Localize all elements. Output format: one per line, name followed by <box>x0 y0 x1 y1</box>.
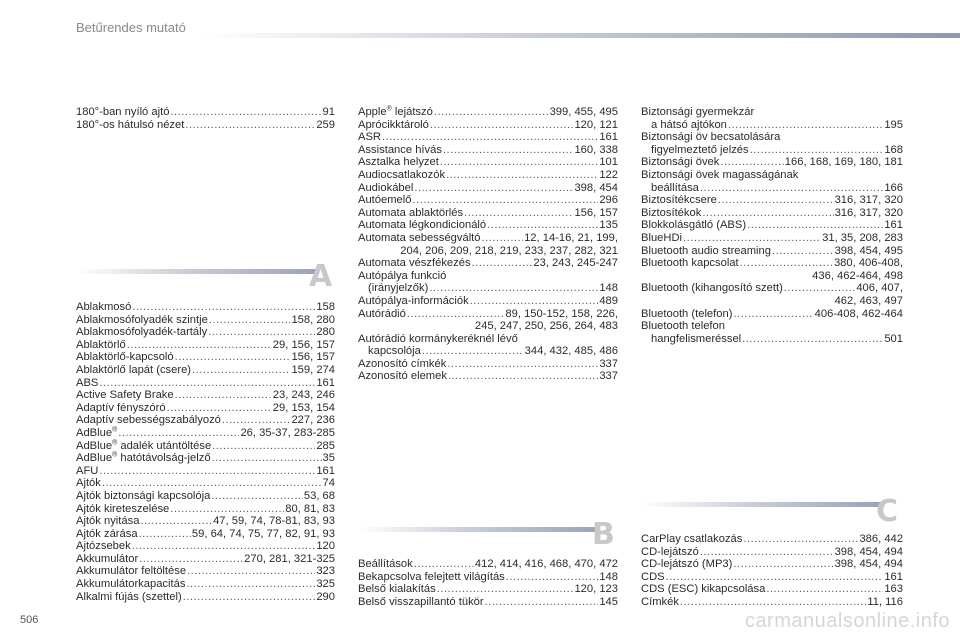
section-letter-a: A <box>309 259 333 294</box>
index-entry-term: Biztosítékok <box>641 206 702 219</box>
index-entry <box>76 553 335 566</box>
leader-dots <box>170 503 284 516</box>
leader-dots <box>139 528 191 541</box>
index-entry-pages: 316, 317, 320 <box>834 194 903 207</box>
leader-dots <box>208 326 315 339</box>
leader-dots <box>440 156 598 169</box>
leader-dots <box>212 452 322 465</box>
index-entry <box>358 194 618 207</box>
index-entry-term: Bluetooth (telefon) <box>641 307 733 320</box>
index-entry-term: Alkalmi fújás (szettel) <box>76 590 182 603</box>
index-entry-pages: 166, 168, 169, 180, 181 <box>784 156 903 169</box>
index-entry <box>641 546 903 559</box>
index-entry-pages: 316, 317, 320 <box>834 206 903 219</box>
index-entry <box>641 308 903 321</box>
leader-dots <box>772 245 834 258</box>
index-entry <box>358 169 618 182</box>
leader-dots <box>718 194 834 207</box>
index-entry-term: AdBlue® <box>76 426 118 439</box>
leader-dots <box>733 558 833 571</box>
section-a-divider <box>76 269 316 274</box>
index-entry <box>76 477 335 490</box>
leader-dots <box>212 440 315 453</box>
index-entry <box>358 345 618 358</box>
index-entry-term: Aprócikktároló <box>358 118 429 131</box>
index-entry <box>641 232 903 245</box>
index-entry-pages: 489 <box>599 294 618 307</box>
index-entry <box>358 308 618 321</box>
index-column-2-b <box>358 558 618 608</box>
leader-dots <box>700 182 883 195</box>
index-entry-term: Automata ablaktörlés <box>358 206 464 219</box>
index-entry-pages: 31, 35, 208, 283 <box>822 231 903 244</box>
index-entry <box>641 219 903 232</box>
index-entry-label: Biztonsági öv becsatolására <box>641 131 781 144</box>
index-entry-term: Bluetooth audio streaming <box>641 244 771 257</box>
index-entry-term: hangfelismeréssel <box>651 332 742 345</box>
index-entry <box>358 106 618 119</box>
index-column-3-b <box>641 106 903 345</box>
index-entry <box>76 503 335 516</box>
index-entry-pages: 325 <box>316 578 335 591</box>
leader-dots <box>209 314 291 327</box>
index-entry-term: Automata vészfékezés <box>358 257 471 270</box>
watermark: carmanualsonline.info <box>744 610 950 632</box>
index-entry-pages: 412, 414, 416, 468, 470, 472 <box>474 558 618 570</box>
index-entry <box>641 119 903 132</box>
index-entry-term: Bluetooth (kihangosító szett) <box>641 282 783 295</box>
index-entry-pages: 47, 59, 74, 78-81, 83, 93 <box>213 515 335 528</box>
index-entry-term: Ablaktörlő <box>76 338 126 351</box>
index-entry-term: Assistance hívás <box>358 143 442 156</box>
leader-dots <box>186 578 315 591</box>
leader-dots <box>446 169 598 182</box>
index-entry <box>76 314 335 327</box>
leader-dots <box>413 194 599 207</box>
index-entry <box>358 370 618 383</box>
index-entry <box>641 182 903 195</box>
index-entry-pages: 23, 243, 245-247 <box>533 257 618 270</box>
leader-dots <box>132 301 315 314</box>
index-entry <box>76 427 335 440</box>
index-entry-pages: 163 <box>884 583 903 596</box>
leader-dots <box>99 465 315 478</box>
index-column-1-a <box>76 301 335 603</box>
index-entry <box>358 144 618 157</box>
index-entry-pages: 101 <box>599 156 618 169</box>
leader-dots <box>211 490 303 503</box>
index-entry-pages: 122 <box>599 168 618 181</box>
index-entry-term: Címkék <box>641 595 679 608</box>
index-entry-term: Akkumulátor <box>76 552 139 565</box>
index-entry-pages: 296 <box>599 194 618 207</box>
index-entry-pages: 148 <box>599 570 618 583</box>
index-entry-term: Biztosítékcsere <box>641 194 717 207</box>
leader-dots <box>414 558 474 571</box>
index-entry <box>358 295 618 308</box>
index-entry <box>76 339 335 352</box>
index-entry-pages: 74 <box>322 477 335 490</box>
section-letter-c: C <box>876 494 899 529</box>
index-entry-term: CarPlay csatlakozás <box>641 533 743 545</box>
index-entry-term: Ajtók biztonsági kapcsolója <box>76 489 211 502</box>
index-entry <box>76 515 335 528</box>
leader-dots <box>740 257 833 270</box>
index-entry-term: Ajtók zárása <box>76 527 138 540</box>
index-entry-term: Ablakmosófolyadék szintje <box>76 313 208 326</box>
index-entry <box>641 207 903 220</box>
index-entry <box>76 119 335 132</box>
index-entry <box>76 301 335 314</box>
index-entry <box>641 571 903 584</box>
leader-dots <box>447 358 598 371</box>
index-column-1-top <box>76 106 335 131</box>
index-entry-pages: 290 <box>316 590 335 603</box>
index-entry-pages: 398, 454, 494 <box>834 545 903 558</box>
leader-dots <box>382 131 598 144</box>
leader-dots <box>183 591 316 604</box>
index-entry-term: Autórádió <box>358 307 406 320</box>
leader-dots <box>743 533 858 546</box>
index-column-3-c <box>641 533 903 609</box>
leader-dots <box>683 232 821 245</box>
index-entry-pages: 80, 81, 83 <box>285 502 335 515</box>
index-entry <box>358 282 618 295</box>
index-entry <box>76 402 335 415</box>
index-entry-term: Apple® lejátszó <box>358 105 433 118</box>
leader-dots <box>222 414 291 427</box>
leader-dots <box>506 571 599 584</box>
index-entry-term: AFU <box>76 464 99 477</box>
leader-dots <box>470 295 599 308</box>
leader-dots <box>170 106 321 119</box>
index-entry-term: CD-lejátszó <box>641 545 699 558</box>
leader-dots <box>429 282 598 295</box>
index-entry-pages: 337 <box>599 357 618 370</box>
index-entry-term: Ajtók nyitása <box>76 515 140 528</box>
index-entry-pages: 59, 64, 74, 75, 77, 82, 91, 93 <box>191 527 335 540</box>
index-entry-pages: 337 <box>599 370 618 383</box>
index-entry-term: Ajtók <box>76 477 101 490</box>
leader-dots <box>434 106 549 119</box>
section-c-divider <box>641 502 881 507</box>
index-entry-term: Azonosító címkék <box>358 357 447 370</box>
index-entry-pages: 135 <box>599 219 618 232</box>
index-entry <box>358 558 618 571</box>
index-entry-pages: 161 <box>884 570 903 583</box>
index-entry <box>641 583 903 596</box>
index-entry-term: Belső kialakítás <box>358 583 436 596</box>
index-entry-pages: 29, 153, 154 <box>272 401 335 414</box>
index-entry-term: Ablakmosófolyadék-tartály <box>76 326 208 339</box>
index-column-2-a <box>358 106 618 383</box>
index-entry-term: Adaptív fényszóró <box>76 401 166 414</box>
index-entry-pages: 35 <box>322 452 335 465</box>
leader-dots <box>140 515 212 528</box>
index-entry-term: Biztonsági övek <box>641 156 720 169</box>
index-entry-pages: 161 <box>884 219 903 232</box>
index-entry-pages-continued: 462, 463, 497 <box>834 294 903 307</box>
leader-dots <box>728 119 883 132</box>
index-entry <box>641 558 903 571</box>
index-entry <box>76 591 335 604</box>
index-entry-pages: 91 <box>322 106 335 118</box>
index-entry-pages: 280 <box>316 326 335 339</box>
index-entry-pages: 501 <box>884 332 903 345</box>
index-entry-term: 180°-os hátulsó nézet <box>76 118 185 131</box>
index-entry <box>358 119 618 132</box>
index-entry-term: Ablaktörlő-kapcsoló <box>76 351 174 364</box>
index-entry <box>358 257 618 270</box>
index-entry <box>358 182 618 195</box>
index-entry-term: kapcsolója <box>368 345 421 358</box>
leader-dots <box>185 119 315 132</box>
index-entry <box>358 156 618 169</box>
leader-dots <box>485 596 599 609</box>
index-entry-label: Biztonsági gyermekzár <box>641 106 755 118</box>
leader-dots <box>448 370 598 383</box>
index-entry <box>641 245 903 258</box>
page-header-title: Betűrendes mutató <box>76 20 186 35</box>
leader-dots <box>700 546 834 559</box>
index-entry-label: Biztonsági övek magasságának <box>641 168 799 181</box>
index-entry-term: Asztalka helyzet <box>358 156 439 169</box>
index-entry-term: beállítása <box>651 181 699 194</box>
index-entry-label: Bluetooth telefon <box>641 320 725 333</box>
index-entry-term: Ablakmosó <box>76 301 132 313</box>
index-entry-pages: 227, 236 <box>291 414 335 427</box>
index-entry-pages: 161 <box>599 131 618 144</box>
index-entry-pages: 195 <box>884 118 903 131</box>
index-entry-pages: 26, 35-37, 283-285 <box>240 426 335 439</box>
leader-dots <box>414 182 573 195</box>
index-entry-term: Audiocsatlakozók <box>358 168 446 181</box>
leader-dots <box>127 339 272 352</box>
index-entry-term: figyelmeztető jelzés <box>651 143 749 156</box>
index-entry-term: ABS <box>76 376 99 389</box>
index-entry-term: AdBlue® adalék utántöltése <box>76 438 212 452</box>
page-number: 506 <box>20 614 39 626</box>
leader-dots <box>742 333 883 346</box>
index-entry <box>641 533 903 546</box>
index-entry-term: 180°-ban nyíló ajtó <box>76 106 170 118</box>
index-entry <box>641 333 903 346</box>
index-entry-pages: 120 <box>316 540 335 553</box>
index-entry <box>358 219 618 232</box>
index-entry-pages-continued: 436, 462-464, 498 <box>812 269 903 282</box>
leader-dots <box>187 565 315 578</box>
index-entry-term: Bluetooth kapcsolat <box>641 257 739 270</box>
index-entry-pages: 89, 150-152, 158, 226, <box>505 307 618 320</box>
index-entry <box>641 596 903 609</box>
leader-dots <box>680 596 866 609</box>
index-entry-pages: 145 <box>599 595 618 608</box>
index-entry-pages: 159, 274 <box>291 363 335 376</box>
index-entry-term: Automata légkondicionáló <box>358 219 487 232</box>
index-entry-pages: 406-408, 462-464 <box>814 307 903 320</box>
index-entry-pages: 285 <box>316 439 335 452</box>
index-entry-term: BlueHDi <box>641 231 683 244</box>
index-entry <box>358 571 618 584</box>
index-entry-pages-continued: 204, 206, 209, 218, 219, 233, 237, 282, 321 <box>400 244 618 257</box>
index-entry-pages: 398, 454 <box>574 181 618 194</box>
index-entry-term: CDS (ESC) kikapcsolása <box>641 583 766 596</box>
index-entry <box>641 156 903 169</box>
leader-dots <box>464 207 573 220</box>
index-entry <box>641 194 903 207</box>
leader-dots <box>175 389 272 402</box>
index-entry <box>76 364 335 377</box>
index-entry <box>76 326 335 339</box>
index-entry-term: (irányjelzők) <box>368 282 429 295</box>
leader-dots <box>666 571 884 584</box>
section-b-divider <box>358 527 598 532</box>
index-entry-term: Bekapcsolva felejtett világítás <box>358 570 505 583</box>
index-entry-pages: 168 <box>884 143 903 156</box>
index-entry <box>76 565 335 578</box>
index-entry-pages: 270, 281, 321-325 <box>244 552 335 565</box>
index-entry <box>76 351 335 364</box>
index-entry-term: ASR <box>358 131 382 144</box>
index-entry-term: Azonosító elemek <box>358 370 447 383</box>
index-entry-pages: 11, 116 <box>867 595 903 608</box>
leader-dots <box>437 583 574 596</box>
index-entry-label: Autópálya funkció <box>358 269 447 282</box>
leader-dots <box>766 583 883 596</box>
index-entry-pages: 12, 14-16, 21, 199, <box>524 231 618 244</box>
index-entry-pages: 53, 68 <box>303 489 335 502</box>
index-entry-pages: 120, 123 <box>574 583 618 596</box>
index-entry-pages: 156, 157 <box>291 351 335 364</box>
leader-dots <box>482 232 524 245</box>
index-entry-pages: 148 <box>599 282 618 295</box>
index-entry-pages: 259 <box>316 118 335 131</box>
leader-dots <box>102 477 322 490</box>
leader-dots <box>192 364 290 377</box>
leader-dots <box>422 345 524 358</box>
leader-dots <box>139 553 243 566</box>
index-entry-pages: 161 <box>316 464 335 477</box>
index-entry <box>358 583 618 596</box>
index-entry-term: Belső visszapillantó tükör <box>358 595 484 608</box>
index-entry-term: Autópálya-információk <box>358 294 469 307</box>
index-entry-pages-continued: 245, 247, 250, 256, 264, 483 <box>474 320 618 333</box>
index-entry-pages: 158, 280 <box>291 313 335 326</box>
index-entry-pages: 386, 442 <box>859 533 903 545</box>
index-entry-label: Autórádió kormánykeréknél lévő <box>358 332 518 345</box>
index-entry <box>641 144 903 157</box>
index-entry-term: a hátsó ajtókon <box>651 118 727 131</box>
index-entry-pages: 166 <box>884 181 903 194</box>
leader-dots <box>750 144 884 157</box>
index-entry-pages: 23, 243, 246 <box>272 389 335 402</box>
index-entry-pages: 120, 121 <box>574 118 618 131</box>
index-entry <box>641 257 903 270</box>
leader-dots <box>720 156 783 169</box>
leader-dots <box>702 207 833 220</box>
index-entry <box>76 389 335 402</box>
index-entry <box>358 358 618 371</box>
index-entry-pages: 399, 455, 495 <box>549 106 618 118</box>
index-entry <box>358 232 618 245</box>
index-entry-term: CD-lejátszó (MP3) <box>641 558 733 571</box>
leader-dots <box>487 219 598 232</box>
leader-dots <box>430 119 574 132</box>
index-entry <box>76 578 335 591</box>
leader-dots <box>407 308 505 321</box>
index-entry-term: Autóemelő <box>358 194 412 207</box>
leader-dots <box>733 308 813 321</box>
index-entry-term: Ajtók kireteszelése <box>76 502 170 515</box>
index-entry-term: Ablaktörlő lapát (csere) <box>76 363 192 376</box>
index-entry-pages: 406, 407, <box>856 282 903 295</box>
index-entry-term: CDS <box>641 570 665 583</box>
index-entry <box>76 528 335 541</box>
index-entry <box>358 596 618 609</box>
index-entry-pages: 323 <box>316 565 335 578</box>
leader-dots <box>443 144 573 157</box>
index-entry-pages: 398, 454, 494 <box>834 558 903 571</box>
leader-dots <box>175 351 291 364</box>
index-entry-term: Akkumulátor feltöltése <box>76 565 187 578</box>
index-entry-pages: 158 <box>316 301 335 313</box>
leader-dots <box>118 427 239 440</box>
index-entry <box>76 540 335 553</box>
leader-dots <box>784 282 856 295</box>
index-entry-term: Automata sebességváltó <box>358 231 481 244</box>
index-entry-pages: 161 <box>316 376 335 389</box>
leader-dots <box>99 377 315 390</box>
index-entry-term: Active Safety Brake <box>76 389 174 402</box>
index-entry-term: Beállítások <box>358 558 413 570</box>
index-entry <box>76 452 335 465</box>
index-entry-pages: 344, 432, 485, 486 <box>524 345 618 358</box>
index-entry-term: Adaptív sebességszabályozó <box>76 414 221 427</box>
section-letter-b: B <box>592 517 615 552</box>
index-entry-term: Blokkolásgátló (ABS) <box>641 219 747 232</box>
index-entry <box>76 377 335 390</box>
index-entry-term: AdBlue® hatótávolság-jelző <box>76 451 211 465</box>
index-entry-pages: 156, 157 <box>574 206 618 219</box>
index-entry <box>76 106 335 119</box>
leader-dots <box>472 257 533 270</box>
index-entry <box>358 131 618 144</box>
index-entry-pages: 160, 338 <box>574 143 618 156</box>
header-bar <box>200 33 960 38</box>
leader-dots <box>132 540 316 553</box>
index-entry <box>358 207 618 220</box>
index-entry-pages: 398, 454, 495 <box>834 244 903 257</box>
index-entry-term: Audiokábel <box>358 181 414 194</box>
index-entry-pages: 29, 156, 157 <box>272 338 335 351</box>
index-entry <box>76 465 335 478</box>
index-entry-term: Ajtózsebek <box>76 540 131 553</box>
index-entry-pages: 380, 406-408, <box>833 257 903 270</box>
index-entry-term: Akkumulátorkapacitás <box>76 578 186 591</box>
index-entry <box>76 490 335 503</box>
index-entry <box>641 282 903 295</box>
leader-dots <box>167 402 272 415</box>
leader-dots <box>747 219 883 232</box>
